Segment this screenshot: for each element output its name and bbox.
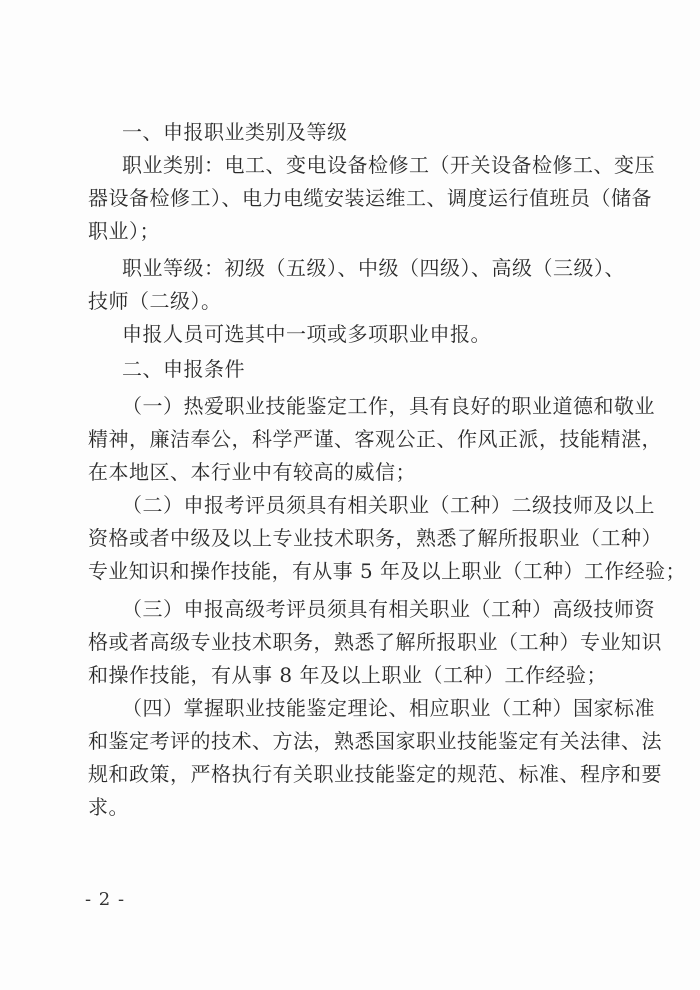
- paragraph-line: 格或者高级专业技术职务，熟悉了解所报职业（工种）专业知识: [88, 630, 662, 654]
- paragraph-line: 器设备检修工）、电力电缆安装运维工、调度运行值班员（储备: [88, 186, 652, 210]
- paragraph-line: 在本地区、本行业中有较高的威信；: [88, 460, 416, 484]
- paragraph-line: （四）掌握职业技能鉴定理论、相应职业（工种）国家标准: [122, 696, 655, 720]
- paragraph-line: 专业知识和操作技能，有从事 5 年及以上职业（工种）工作经验；: [88, 559, 686, 583]
- section-heading-1: 一、申报职业类别及等级: [122, 120, 348, 144]
- paragraph-line: （三）申报高级考评员须具有相关职业（工种）高级技师资: [122, 597, 655, 621]
- paragraph-line: 规和政策，严格执行有关职业技能鉴定的规范、标准、程序和要: [88, 762, 662, 786]
- paragraph-line: 申报人员可选其中一项或多项职业申报。: [122, 322, 491, 346]
- paragraph-line: 和操作技能，有从事 8 年及以上职业（工种）工作经验；: [88, 663, 607, 687]
- paragraph-line: 技师（二级）。: [88, 289, 222, 313]
- paragraph-line: 和鉴定考评的技术、方法，熟悉国家职业技能鉴定有关法律、法: [88, 729, 662, 753]
- section-heading-2: 二、申报条件: [122, 357, 245, 381]
- paragraph-line: 资格或者中级及以上专业技术职务，熟悉了解所报职业（工种）: [88, 526, 662, 550]
- paragraph-line: （二）申报考评员须具有相关职业（工种）二级技师及以上: [122, 493, 655, 517]
- paragraph-line: （一）热爱职业技能鉴定工作，具有良好的职业道德和敬业: [122, 394, 655, 418]
- paragraph-line: 职业）；: [88, 219, 160, 243]
- paragraph-line: 精神，廉洁奉公，科学严谨、客观公正、作风正派，技能精湛，: [88, 427, 662, 451]
- page-number: - 2 -: [85, 889, 126, 910]
- paragraph-line: 职业类别：电工、变电设备检修工（开关设备检修工、变压: [122, 153, 655, 177]
- paragraph-line: 职业等级：初级（五级）、中级（四级）、高级（三级）、: [122, 256, 625, 280]
- paragraph-line: 求。: [88, 795, 129, 819]
